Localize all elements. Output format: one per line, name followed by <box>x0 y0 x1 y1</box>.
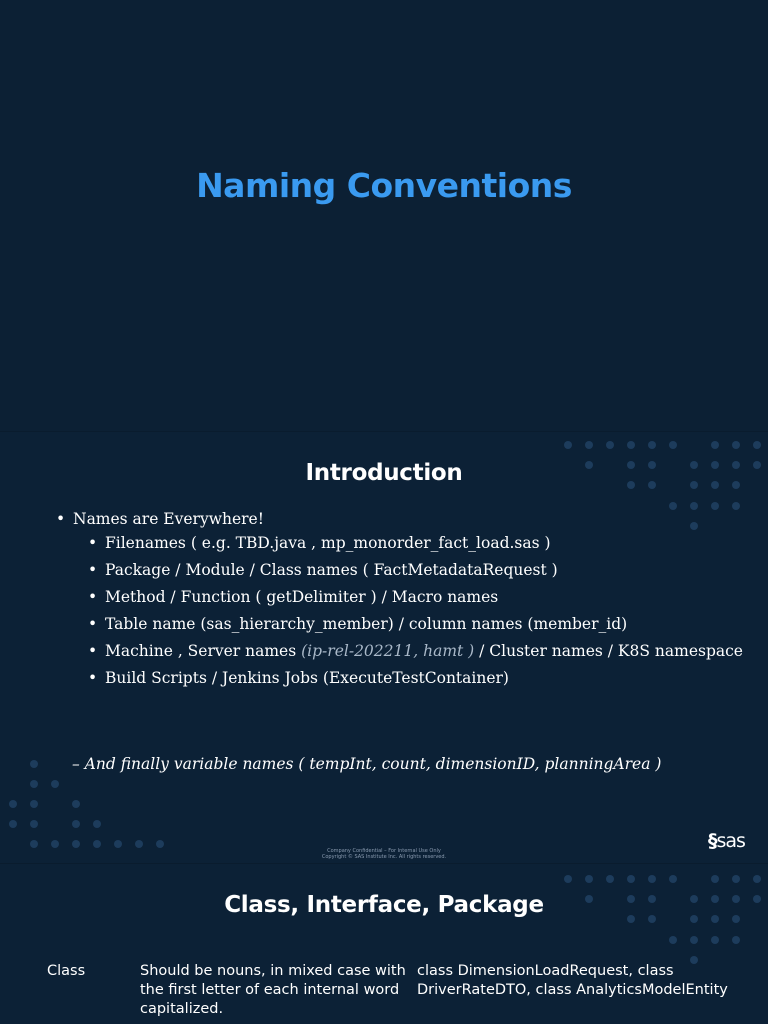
introduction-slide <box>0 432 768 864</box>
title-slide <box>0 0 768 432</box>
sub-bullet-item: • Filenames ( e.g. TBD.java , mp_monorder_fact_load.sas ) <box>88 534 746 553</box>
final-note: – And finally variable names ( tempInt, count, dimensionID, planningArea ) <box>72 755 662 773</box>
machine-suffix: / Cluster names / K8S namespace <box>474 642 743 660</box>
sub-bullet-list <box>73 534 746 688</box>
bullet-list <box>56 510 746 696</box>
bullet-item <box>56 510 746 688</box>
slide-title: Introduction <box>305 460 463 486</box>
sub-bullet-item: • Package / Module / Class names ( FactMetadataRequest ) <box>88 561 746 580</box>
sub-bullet-item <box>88 642 746 661</box>
sub-bullet-item: • Build Scripts / Jenkins Jobs (ExecuteTestContainer) <box>88 669 746 688</box>
sub-bullet-item: • Table name (sas_hierarchy_member) / column names (member_id) <box>88 615 746 634</box>
row-label: Class <box>47 963 86 979</box>
footer-line: Company Confidential – For Internal Use Only <box>327 848 441 854</box>
machine-prefix: Machine , Server names <box>105 642 302 660</box>
slide-title: Class, Interface, Package <box>224 892 544 918</box>
logo-mark-icon: § <box>708 830 717 852</box>
row-examples: class DimensionLoadRequest, class DriverRateDTO, class AnalyticsModelEntity <box>417 963 728 998</box>
confidential-footer <box>0 848 768 860</box>
class-interface-package-slide <box>0 864 768 1024</box>
footer-line: Copyright © SAS Institute Inc. All rights reserved. <box>321 854 447 860</box>
sub-bullet-item: • Method / Function ( getDelimiter ) / Macro names <box>88 588 746 607</box>
sas-logo: §sas <box>708 830 745 852</box>
machine-example: (ip-rel-202211, hamt ) <box>301 642 475 660</box>
slide-title: Naming Conventions <box>196 166 572 205</box>
bullet-text: Names are Everywhere! <box>73 510 264 528</box>
row-rule: Should be nouns, in mixed case with the first letter of each internal word capitalized. <box>140 963 406 1017</box>
